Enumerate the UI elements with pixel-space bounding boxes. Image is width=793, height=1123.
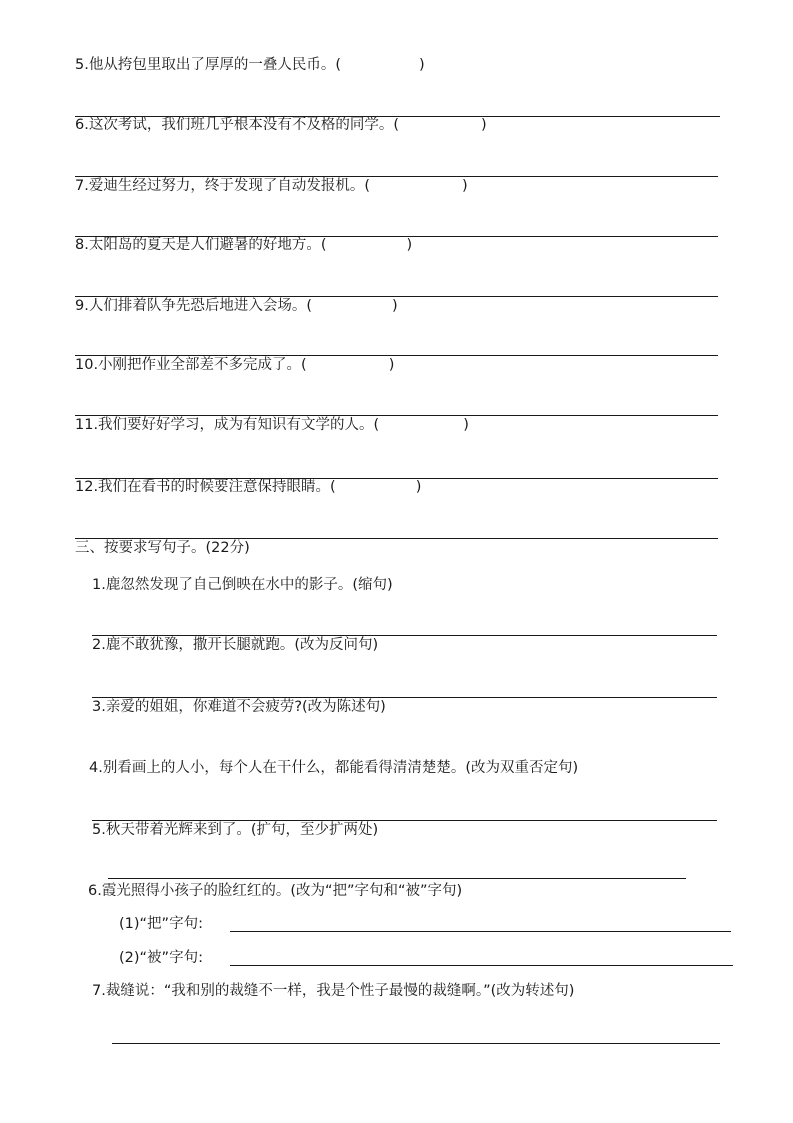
question-text: 10.小刚把作业全部差不多完成了。( (75, 357, 307, 373)
question-9: 9.人们排着队争先恐后地进入会场。( ) (75, 298, 398, 314)
rewrite-item-3: 3.亲爱的姐姐，你难道不会疲劳?(改为陈述句) (92, 699, 386, 715)
bei-answer-line (230, 965, 733, 966)
rewrite-item-6: 6.霞光照得小孩子的脸红红的。(改为“把”字句和“被”字句) (88, 883, 463, 899)
question-text: 12.我们在看书的时候要注意保持眼睛。( (75, 479, 336, 495)
ba-sentence-label: (1)“把”字句: (119, 916, 203, 932)
rewrite-item-4: 4.别看画上的人小，每个人在干什么，都能看得清清楚楚。(改为双重否定句) (89, 760, 579, 776)
question-7: 7.爱迪生经过努力，终于发现了自动发报机。( ) (75, 178, 468, 194)
ba-answer-line (230, 931, 731, 932)
question-11: 11.我们要好好学习，成为有知识有文学的人。( ) (75, 417, 469, 433)
question-10: 10.小刚把作业全部差不多完成了。( ) (75, 357, 395, 373)
question-8: 8.太阳岛的夏天是人们避暑的好地方。( ) (75, 237, 413, 253)
question-text: 7.爱迪生经过努力，终于发现了自动发报机。( (75, 178, 370, 194)
rewrite-item-2: 2.鹿不敢犹豫，撒开长腿就跑。(改为反问句) (92, 637, 379, 653)
question-text: 6.这次考试，我们班几乎根本没有不及格的同学。( (75, 117, 399, 133)
rewrite-item-1: 1.鹿忽然发现了自己倒映在水中的影子。(缩句) (92, 577, 393, 593)
question-text: 9.人们排着队争先恐后地进入会场。( (75, 298, 312, 314)
question-text: 5.他从挎包里取出了厚厚的一叠人民币。( (75, 57, 341, 73)
question-12: 12.我们在看书的时候要注意保持眼睛。( ) (75, 479, 422, 495)
answer-line (108, 878, 686, 879)
bei-sentence-label: (2)“被”字句: (119, 950, 203, 966)
question-text: 8.太阳岛的夏天是人们避暑的好地方。( (75, 237, 327, 253)
bei-sentence-row (119, 948, 203, 968)
rewrite-item-7: 7.裁缝说：“我和别的裁缝不一样，我是个性子最慢的裁缝啊。”(改为转述句) (92, 983, 575, 999)
ba-sentence-row (119, 914, 203, 934)
question-6: 6.这次考试，我们班几乎根本没有不及格的同学。( ) (75, 117, 487, 133)
rewrite-item-5: 5.秋天带着光辉来到了。(扩句，至少扩两处) (92, 822, 379, 838)
question-5: 5.他从挎包里取出了厚厚的一叠人民币。( ) (75, 57, 425, 73)
section-title: 三、按要求写句子。(22分) (75, 540, 250, 556)
question-text: 11.我们要好好学习，成为有知识有文学的人。( (75, 417, 380, 433)
answer-line (112, 1043, 720, 1044)
